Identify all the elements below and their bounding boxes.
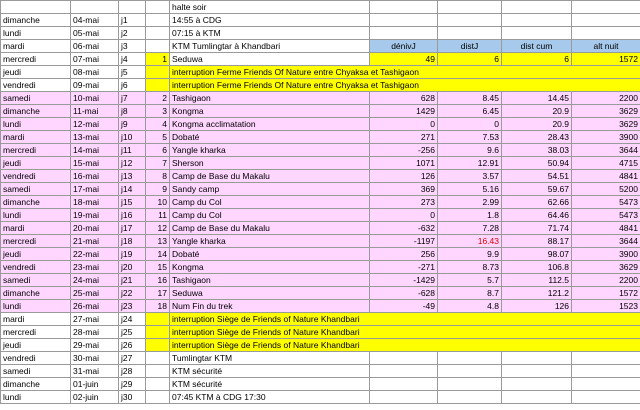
value-cell-4[interactable] — [572, 365, 640, 378]
value-cell-1[interactable]: 273 — [370, 196, 438, 209]
value-cell-1[interactable]: 1429 — [370, 105, 438, 118]
day-cell[interactable]: samedi — [1, 183, 71, 196]
step-number-cell[interactable]: 14 — [146, 248, 170, 261]
value-cell-2[interactable]: 3.57 — [438, 170, 502, 183]
table-row — [1, 274, 640, 287]
step-number-cell[interactable] — [146, 391, 170, 404]
value-cell-3[interactable] — [502, 27, 572, 40]
column-header-1[interactable]: dénivJ — [370, 40, 438, 53]
day-cell[interactable]: samedi — [1, 92, 71, 105]
jour-cell[interactable]: j13 — [119, 170, 146, 183]
jour-cell[interactable]: j8 — [119, 105, 146, 118]
value-cell-1[interactable]: -1197 — [370, 235, 438, 248]
interruption-cell[interactable]: interruption Ferme Friends Of Nature entre Chyaksa et Tashigaon — [170, 79, 640, 92]
place-cell[interactable]: Tumlingtar KTM — [170, 352, 370, 365]
place-cell[interactable]: Kongma — [170, 105, 370, 118]
value-cell-2[interactable]: 12.91 — [438, 157, 502, 170]
value-cell-1[interactable]: 271 — [370, 131, 438, 144]
interruption-cell[interactable]: interruption Siège de Friends of Nature Khandbari — [170, 326, 640, 339]
jour-cell[interactable]: j30 — [119, 391, 146, 404]
value-cell-3[interactable]: 121.2 — [502, 287, 572, 300]
value-cell-1[interactable]: 1071 — [370, 157, 438, 170]
value-cell-2[interactable] — [438, 1, 502, 14]
date-cell[interactable]: 10-mai — [71, 92, 119, 105]
value-cell-1[interactable]: -1429 — [370, 274, 438, 287]
table-row — [1, 222, 640, 235]
value-cell-4[interactable]: 4841 — [572, 170, 640, 183]
place-cell[interactable]: Sherson — [170, 157, 370, 170]
value-cell-3[interactable]: 64.46 — [502, 209, 572, 222]
value-cell-1[interactable]: 0 — [370, 209, 438, 222]
day-cell[interactable]: lundi — [1, 27, 71, 40]
table-row — [1, 339, 640, 352]
value-cell-3[interactable]: 112.5 — [502, 274, 572, 287]
step-number-cell[interactable] — [146, 326, 170, 339]
jour-cell[interactable]: j23 — [119, 300, 146, 313]
table-row — [1, 53, 640, 66]
step-number-cell[interactable]: 2 — [146, 92, 170, 105]
date-cell[interactable]: 09-mai — [71, 79, 119, 92]
day-cell[interactable]: jeudi — [1, 248, 71, 261]
date-cell[interactable]: 22-mai — [71, 248, 119, 261]
date-cell[interactable]: 04-mai — [71, 14, 119, 27]
value-cell-2[interactable] — [438, 352, 502, 365]
value-cell-1[interactable]: 49 — [370, 53, 438, 66]
column-header-3[interactable]: dist cum — [502, 40, 572, 53]
step-number-cell[interactable]: 12 — [146, 222, 170, 235]
day-cell[interactable]: lundi — [1, 209, 71, 222]
table-row — [1, 391, 640, 404]
value-cell-3[interactable]: 98.07 — [502, 248, 572, 261]
value-cell-2[interactable]: 9.6 — [438, 144, 502, 157]
step-number-cell[interactable]: 13 — [146, 235, 170, 248]
place-cell[interactable]: Num Fin du trek — [170, 300, 370, 313]
value-cell-4[interactable]: 2200 — [572, 92, 640, 105]
table-row — [1, 170, 640, 183]
value-cell-4[interactable]: 3900 — [572, 248, 640, 261]
table-row — [1, 157, 640, 170]
value-cell-2[interactable]: 6.45 — [438, 105, 502, 118]
step-number-cell[interactable]: 16 — [146, 274, 170, 287]
table-row — [1, 365, 640, 378]
value-cell-2[interactable]: 5.7 — [438, 274, 502, 287]
jour-cell[interactable]: j6 — [119, 79, 146, 92]
date-cell[interactable]: 18-mai — [71, 196, 119, 209]
place-cell[interactable]: Dobaté — [170, 248, 370, 261]
value-cell-4[interactable]: 3629 — [572, 105, 640, 118]
date-cell[interactable]: 30-mai — [71, 352, 119, 365]
jour-cell[interactable]: j19 — [119, 248, 146, 261]
value-cell-1[interactable]: -256 — [370, 144, 438, 157]
place-cell[interactable]: Camp du Col — [170, 209, 370, 222]
date-cell[interactable]: 26-mai — [71, 300, 119, 313]
value-cell-2[interactable]: 6 — [438, 53, 502, 66]
place-cell[interactable]: Dobaté — [170, 131, 370, 144]
place-cell[interactable]: Tashigaon — [170, 274, 370, 287]
jour-cell[interactable]: j28 — [119, 365, 146, 378]
value-cell-2[interactable] — [438, 14, 502, 27]
place-cell[interactable]: KTM sécurité — [170, 378, 370, 391]
table-row — [1, 144, 640, 157]
step-number-cell[interactable]: 6 — [146, 144, 170, 157]
date-cell[interactable]: 23-mai — [71, 261, 119, 274]
place-cell[interactable]: Sandy camp — [170, 183, 370, 196]
value-cell-2[interactable]: 0 — [438, 118, 502, 131]
value-cell-1[interactable]: -628 — [370, 287, 438, 300]
step-number-cell[interactable] — [146, 339, 170, 352]
table-row — [1, 248, 640, 261]
jour-cell[interactable]: j21 — [119, 274, 146, 287]
value-cell-3[interactable]: 6 — [502, 53, 572, 66]
value-cell-2[interactable]: 2.99 — [438, 196, 502, 209]
table-row — [1, 131, 640, 144]
value-cell-4[interactable]: 4841 — [572, 222, 640, 235]
value-cell-3[interactable]: 14.45 — [502, 92, 572, 105]
value-cell-3[interactable]: 20.9 — [502, 118, 572, 131]
jour-cell[interactable]: j26 — [119, 339, 146, 352]
place-cell[interactable]: Tashigaon — [170, 92, 370, 105]
value-cell-4[interactable]: 2200 — [572, 274, 640, 287]
step-number-cell[interactable]: 7 — [146, 157, 170, 170]
step-number-cell[interactable]: 10 — [146, 196, 170, 209]
step-number-cell[interactable] — [146, 40, 170, 53]
step-number-cell[interactable]: 17 — [146, 287, 170, 300]
date-cell[interactable] — [71, 1, 119, 14]
table-row — [1, 378, 640, 391]
date-cell[interactable]: 27-mai — [71, 313, 119, 326]
jour-cell[interactable]: j27 — [119, 352, 146, 365]
table-row — [1, 261, 640, 274]
jour-cell[interactable]: j20 — [119, 261, 146, 274]
date-cell[interactable]: 02-juin — [71, 391, 119, 404]
place-cell[interactable]: Camp de Base du Makalu — [170, 170, 370, 183]
table-row — [1, 79, 640, 92]
place-cell[interactable]: Seduwa — [170, 287, 370, 300]
day-cell[interactable]: dimanche — [1, 105, 71, 118]
value-cell-4[interactable]: 3900 — [572, 131, 640, 144]
date-cell[interactable]: 12-mai — [71, 118, 119, 131]
value-cell-2[interactable]: 7.53 — [438, 131, 502, 144]
jour-cell[interactable]: j4 — [119, 53, 146, 66]
step-number-cell[interactable] — [146, 27, 170, 40]
place-cell[interactable]: Camp du Col — [170, 196, 370, 209]
table-row — [1, 40, 640, 53]
day-cell[interactable]: samedi — [1, 365, 71, 378]
jour-cell[interactable]: j7 — [119, 92, 146, 105]
step-number-cell[interactable]: 18 — [146, 300, 170, 313]
date-cell[interactable]: 29-mai — [71, 339, 119, 352]
jour-cell[interactable]: j9 — [119, 118, 146, 131]
value-cell-1[interactable] — [370, 352, 438, 365]
table-row — [1, 313, 640, 326]
value-cell-2[interactable]: 16.43 — [438, 235, 502, 248]
day-cell[interactable]: lundi — [1, 118, 71, 131]
value-cell-2[interactable]: 9.9 — [438, 248, 502, 261]
date-cell[interactable]: 16-mai — [71, 170, 119, 183]
jour-cell[interactable]: j10 — [119, 131, 146, 144]
value-cell-3[interactable]: 28.43 — [502, 131, 572, 144]
value-cell-4[interactable]: 5473 — [572, 209, 640, 222]
value-cell-1[interactable] — [370, 378, 438, 391]
value-cell-3[interactable] — [502, 352, 572, 365]
value-cell-1[interactable] — [370, 14, 438, 27]
value-cell-4[interactable]: 3629 — [572, 118, 640, 131]
date-cell[interactable]: 06-mai — [71, 40, 119, 53]
jour-cell[interactable]: j15 — [119, 196, 146, 209]
table-row — [1, 105, 640, 118]
jour-cell[interactable]: j16 — [119, 209, 146, 222]
table-row — [1, 183, 640, 196]
table-row — [1, 27, 640, 40]
value-cell-4[interactable]: 3644 — [572, 235, 640, 248]
place-cell[interactable]: halte soir — [170, 1, 370, 14]
value-cell-3[interactable]: 50.94 — [502, 157, 572, 170]
table-row — [1, 196, 640, 209]
jour-cell[interactable]: j5 — [119, 66, 146, 79]
value-cell-1[interactable]: -49 — [370, 300, 438, 313]
day-cell[interactable]: jeudi — [1, 339, 71, 352]
interruption-cell[interactable]: interruption Siège de Friends of Nature Khandbari — [170, 339, 640, 352]
day-cell[interactable]: vendredi — [1, 352, 71, 365]
day-cell[interactable]: mercredi — [1, 53, 71, 66]
day-cell[interactable]: mardi — [1, 313, 71, 326]
jour-cell[interactable]: j29 — [119, 378, 146, 391]
value-cell-4[interactable] — [572, 352, 640, 365]
value-cell-4[interactable] — [572, 378, 640, 391]
table-row — [1, 66, 640, 79]
date-cell[interactable]: 14-mai — [71, 144, 119, 157]
date-cell[interactable]: 11-mai — [71, 105, 119, 118]
interruption-cell[interactable]: interruption Ferme Friends Of Nature entre Chyaksa et Tashigaon — [170, 66, 640, 79]
day-cell[interactable]: vendredi — [1, 79, 71, 92]
day-cell[interactable]: dimanche — [1, 378, 71, 391]
value-cell-3[interactable] — [502, 1, 572, 14]
value-cell-4[interactable] — [572, 14, 640, 27]
day-cell[interactable]: lundi — [1, 300, 71, 313]
day-cell[interactable]: jeudi — [1, 157, 71, 170]
value-cell-4[interactable]: 1572 — [572, 53, 640, 66]
date-cell[interactable]: 15-mai — [71, 157, 119, 170]
table-row — [1, 118, 640, 131]
value-cell-1[interactable]: 369 — [370, 183, 438, 196]
table-row — [1, 1, 640, 14]
date-cell[interactable]: 24-mai — [71, 274, 119, 287]
value-cell-3[interactable]: 59.67 — [502, 183, 572, 196]
value-cell-4[interactable] — [572, 27, 640, 40]
day-cell[interactable]: dimanche — [1, 287, 71, 300]
value-cell-3[interactable]: 106.8 — [502, 261, 572, 274]
place-cell[interactable]: 14:55 à CDG — [170, 14, 370, 27]
value-cell-1[interactable]: 0 — [370, 118, 438, 131]
jour-cell[interactable]: j3 — [119, 40, 146, 53]
value-cell-1[interactable] — [370, 391, 438, 404]
day-cell[interactable]: vendredi — [1, 170, 71, 183]
value-cell-4[interactable]: 5473 — [572, 196, 640, 209]
value-cell-3[interactable]: 126 — [502, 300, 572, 313]
jour-cell[interactable]: j2 — [119, 27, 146, 40]
day-cell[interactable]: vendredi — [1, 261, 71, 274]
value-cell-4[interactable]: 3644 — [572, 144, 640, 157]
date-cell[interactable]: 13-mai — [71, 131, 119, 144]
day-cell[interactable]: mardi — [1, 131, 71, 144]
value-cell-4[interactable]: 4715 — [572, 157, 640, 170]
place-cell[interactable]: 07:15 à KTM — [170, 27, 370, 40]
date-cell[interactable]: 25-mai — [71, 287, 119, 300]
value-cell-2[interactable]: 1.8 — [438, 209, 502, 222]
day-cell[interactable]: mercredi — [1, 235, 71, 248]
place-cell[interactable]: Kongma acclimatation — [170, 118, 370, 131]
jour-cell[interactable]: j25 — [119, 326, 146, 339]
value-cell-4[interactable]: 3629 — [572, 261, 640, 274]
value-cell-2[interactable]: 8.45 — [438, 92, 502, 105]
step-number-cell[interactable]: 3 — [146, 105, 170, 118]
day-cell[interactable]: dimanche — [1, 14, 71, 27]
step-number-cell[interactable]: 5 — [146, 131, 170, 144]
value-cell-3[interactable] — [502, 365, 572, 378]
place-cell[interactable]: KTM sécurité — [170, 365, 370, 378]
day-cell[interactable]: mardi — [1, 222, 71, 235]
step-number-cell[interactable]: 8 — [146, 170, 170, 183]
date-cell[interactable]: 17-mai — [71, 183, 119, 196]
value-cell-1[interactable] — [370, 27, 438, 40]
value-cell-2[interactable]: 5.16 — [438, 183, 502, 196]
jour-cell[interactable]: j14 — [119, 183, 146, 196]
day-cell[interactable]: jeudi — [1, 66, 71, 79]
value-cell-4[interactable]: 1572 — [572, 287, 640, 300]
value-cell-1[interactable]: -632 — [370, 222, 438, 235]
date-cell[interactable]: 19-mai — [71, 209, 119, 222]
value-cell-2[interactable]: 8.7 — [438, 287, 502, 300]
step-number-cell[interactable]: 1 — [146, 53, 170, 66]
value-cell-4[interactable] — [572, 391, 640, 404]
place-cell[interactable]: Kongma — [170, 261, 370, 274]
interruption-cell[interactable]: interruption Siège de Friends of Nature Khandbari — [170, 313, 640, 326]
value-cell-3[interactable]: 62.66 — [502, 196, 572, 209]
place-cell[interactable]: 07:45 KTM à CDG 17:30 — [170, 391, 370, 404]
column-header-4[interactable]: alt nuit — [572, 40, 640, 53]
table-row — [1, 300, 640, 313]
table-row — [1, 209, 640, 222]
day-cell[interactable]: samedi — [1, 274, 71, 287]
value-cell-3[interactable]: 71.74 — [502, 222, 572, 235]
place-cell[interactable]: Seduwa — [170, 53, 370, 66]
value-cell-1[interactable]: 256 — [370, 248, 438, 261]
value-cell-1[interactable]: 628 — [370, 92, 438, 105]
day-cell[interactable]: dimanche — [1, 196, 71, 209]
date-cell[interactable]: 01-juin — [71, 378, 119, 391]
step-number-cell[interactable] — [146, 313, 170, 326]
value-cell-1[interactable]: -271 — [370, 261, 438, 274]
value-cell-1[interactable]: 126 — [370, 170, 438, 183]
table-row — [1, 14, 640, 27]
value-cell-3[interactable]: 38.03 — [502, 144, 572, 157]
day-cell[interactable]: mercredi — [1, 144, 71, 157]
place-cell[interactable]: Camp de Base du Makalu — [170, 222, 370, 235]
day-cell[interactable]: mardi — [1, 40, 71, 53]
date-cell[interactable]: 28-mai — [71, 326, 119, 339]
jour-cell[interactable]: j1 — [119, 14, 146, 27]
date-cell[interactable]: 07-mai — [71, 53, 119, 66]
step-number-cell[interactable] — [146, 66, 170, 79]
jour-cell[interactable]: j11 — [119, 144, 146, 157]
table-row — [1, 287, 640, 300]
jour-cell[interactable]: j12 — [119, 157, 146, 170]
jour-cell[interactable] — [119, 1, 146, 14]
step-number-cell[interactable]: 11 — [146, 209, 170, 222]
step-number-cell[interactable] — [146, 352, 170, 365]
date-cell[interactable]: 21-mai — [71, 235, 119, 248]
table-row — [1, 352, 640, 365]
value-cell-3[interactable] — [502, 14, 572, 27]
value-cell-2[interactable] — [438, 27, 502, 40]
place-cell[interactable]: KTM Tumlingtar à Khandbari — [170, 40, 370, 53]
place-cell[interactable]: Yangle kharka — [170, 144, 370, 157]
day-cell[interactable]: mercredi — [1, 326, 71, 339]
step-number-cell[interactable]: 9 — [146, 183, 170, 196]
value-cell-2[interactable] — [438, 365, 502, 378]
jour-cell[interactable]: j22 — [119, 287, 146, 300]
table-row — [1, 92, 640, 105]
step-number-cell[interactable] — [146, 1, 170, 14]
jour-cell[interactable]: j17 — [119, 222, 146, 235]
value-cell-2[interactable]: 4.8 — [438, 300, 502, 313]
step-number-cell[interactable] — [146, 79, 170, 92]
day-cell[interactable]: lundi — [1, 391, 71, 404]
value-cell-3[interactable]: 54.51 — [502, 170, 572, 183]
date-cell[interactable]: 20-mai — [71, 222, 119, 235]
step-number-cell[interactable] — [146, 365, 170, 378]
value-cell-2[interactable]: 7.28 — [438, 222, 502, 235]
jour-cell[interactable]: j24 — [119, 313, 146, 326]
value-cell-1[interactable] — [370, 365, 438, 378]
date-cell[interactable]: 05-mai — [71, 27, 119, 40]
value-cell-3[interactable] — [502, 391, 572, 404]
value-cell-1[interactable] — [370, 1, 438, 14]
step-number-cell[interactable] — [146, 14, 170, 27]
date-cell[interactable]: 08-mai — [71, 66, 119, 79]
value-cell-4[interactable] — [572, 1, 640, 14]
table-row — [1, 235, 640, 248]
step-number-cell[interactable]: 4 — [146, 118, 170, 131]
step-number-cell[interactable] — [146, 378, 170, 391]
jour-cell[interactable]: j18 — [119, 235, 146, 248]
value-cell-4[interactable]: 1523 — [572, 300, 640, 313]
date-cell[interactable]: 31-mai — [71, 365, 119, 378]
column-header-2[interactable]: distJ — [438, 40, 502, 53]
value-cell-4[interactable]: 5200 — [572, 183, 640, 196]
value-cell-3[interactable]: 88.17 — [502, 235, 572, 248]
value-cell-2[interactable] — [438, 378, 502, 391]
place-cell[interactable]: Yangle kharka — [170, 235, 370, 248]
day-cell[interactable] — [1, 1, 71, 14]
value-cell-2[interactable] — [438, 391, 502, 404]
table-row — [1, 326, 640, 339]
step-number-cell[interactable]: 15 — [146, 261, 170, 274]
value-cell-2[interactable]: 8.73 — [438, 261, 502, 274]
value-cell-3[interactable] — [502, 378, 572, 391]
value-cell-3[interactable]: 20.9 — [502, 105, 572, 118]
